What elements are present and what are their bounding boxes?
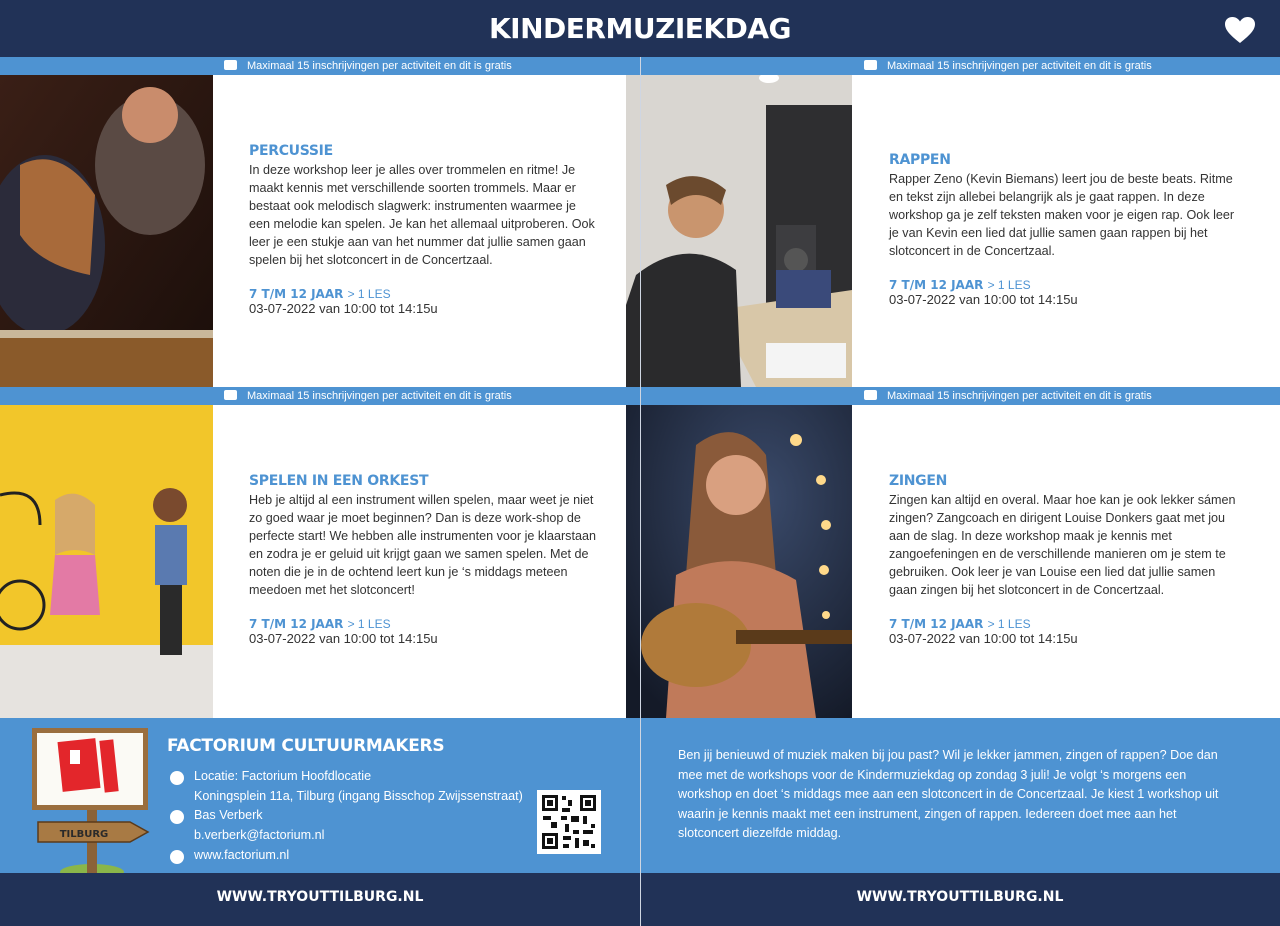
card-body: Heb je altijd al een instrument willen spelen, maar weet je niet zo goed waar je moet beginnen? Dan is deze work-shop de perfecte start! We hebben alle instrumenten voor je klaarstaan en zodra je er geluid uit krijgt gaan we samen spelen. Met de noten die je in de ochtend leert kun je ‘s middags meteen meedoen met het slotconcert! — [249, 493, 596, 597]
org-website[interactable]: www.factorium.nl — [194, 848, 290, 862]
chat-bubble-icon — [864, 390, 877, 400]
card-body: Rapper Zeno (Kevin Biemans) leert jou de beste beats. Ritme en tekst zijn allebei belangrijk als je gaat rappen. In deze workshop ga je zelf teksten maken voor je eigen rap. Ook leer je van Kevin een lied dat jullie samen gaan rappen bij het slotconcert in de Concertzaal. — [889, 172, 1235, 258]
card-date: 03-07-2022 van 10:00 tot 14:15u — [889, 292, 1078, 307]
org-address: Koningsplein 11a, Tilburg (ingang Bisschop Zwijssenstraat) — [194, 789, 523, 803]
limit-strip: Maximaal 15 inschrijvingen per activiteit en dit is gratis — [641, 57, 1280, 75]
footer-url-right[interactable]: WWW.TRYOUTTILBURG.NL — [856, 889, 1064, 905]
chat-bubble-icon — [224, 390, 237, 400]
org-location: Locatie: Factorium Hoofdlocatie — [194, 769, 372, 783]
sign-text: TILBURG — [59, 829, 109, 840]
percussion-photo — [0, 75, 213, 387]
card-title: PERCUSSIE — [249, 143, 333, 159]
limit-strip: Maximaal 15 inschrijvingen per activiteit en dit is gratis — [0, 387, 640, 405]
card-orkest — [249, 473, 599, 646]
org-contact: Bas Verberk — [194, 808, 263, 822]
page-title: KINDERMUZIEKDAG — [488, 12, 792, 45]
chat-bubble-icon — [864, 60, 877, 70]
intro-text: Ben jij benieuwd of muziek maken bij jou past? Wil je lekker jammen, zingen of rappen? Doe dan mee met de workshops voor de Kindermuziekdag op zondag 3 juli! Je volgt ‘s morgens een workshop en doet ‘s middags mee aan een slotconcert in de Concertzaal. Je kiest 1 workshop uit waarin je kennis maakt met een instrument, zingen of rappen. Iedereen doet mee aan het slotconcert diezelfde middag. — [678, 748, 1219, 840]
card-date: 03-07-2022 van 10:00 tot 14:15u — [889, 631, 1078, 646]
singing-photo — [626, 405, 852, 718]
card-age: 7 T/M 12 JAAR > 1 LES — [249, 617, 391, 631]
card-zingen — [889, 473, 1244, 646]
person-icon — [170, 810, 184, 824]
card-date: 03-07-2022 van 10:00 tot 14:15u — [249, 631, 438, 646]
card-age: 7 T/M 12 JAAR > 1 LES — [889, 278, 1031, 292]
card-title: SPELEN IN EEN ORKEST — [249, 473, 429, 489]
page-fold — [640, 57, 641, 926]
card-age: 7 T/M 12 JAAR > 1 LES — [249, 287, 391, 301]
card-title: RAPPEN — [889, 152, 951, 168]
orchestra-photo — [0, 405, 213, 718]
card-age: 7 T/M 12 JAAR > 1 LES — [889, 617, 1031, 631]
card-date: 03-07-2022 van 10:00 tot 14:15u — [249, 301, 438, 316]
org-title: FACTORIUM CULTUURMAKERS — [167, 736, 445, 756]
qr-code[interactable] — [537, 790, 601, 854]
signpost-logo — [30, 722, 155, 882]
card-title: ZINGEN — [889, 473, 948, 489]
card-percussie — [249, 143, 599, 316]
card-body: In deze workshop leer je alles over trommelen en ritme! Je maakt kennis met verschillende soorten trommels. Maar er bestaat ook melodisch slagwerk: instrumenten waarmee je een melodie kan spelen. Je kan het allemaal uitproberen. Ook leer je een stukje aan van het nummer dat jullie samen gaan spelen bij het slotconcert in de Concertzaal. — [249, 163, 595, 267]
footer-url-left[interactable]: WWW.TRYOUTTILBURG.NL — [216, 889, 424, 905]
chat-bubble-icon — [224, 60, 237, 70]
card-rappen — [889, 152, 1241, 307]
limit-strip: Maximaal 15 inschrijvingen per activiteit en dit is gratis — [641, 387, 1280, 405]
card-body: Zingen kan altijd en overal. Maar hoe kan je ook lekker sámen zingen? Zangcoach en dirigent Louise Donkers gaat met jou aan de slag. In deze workshop maak je kennis met zangoefeningen en de verschillende manieren om je stem te gebruiken. Ook leer je van Louise een lied dat jullie samen gaan zingen bij het slotconcert in de Concertzaal. — [889, 493, 1236, 597]
globe-icon — [170, 850, 184, 864]
limit-strip: Maximaal 15 inschrijvingen per activiteit en dit is gratis — [0, 57, 640, 75]
org-email[interactable]: b.verberk@factorium.nl — [194, 828, 325, 842]
rapping-photo — [626, 75, 852, 387]
location-pin-icon — [170, 771, 184, 785]
heart-icon[interactable] — [1224, 16, 1256, 44]
